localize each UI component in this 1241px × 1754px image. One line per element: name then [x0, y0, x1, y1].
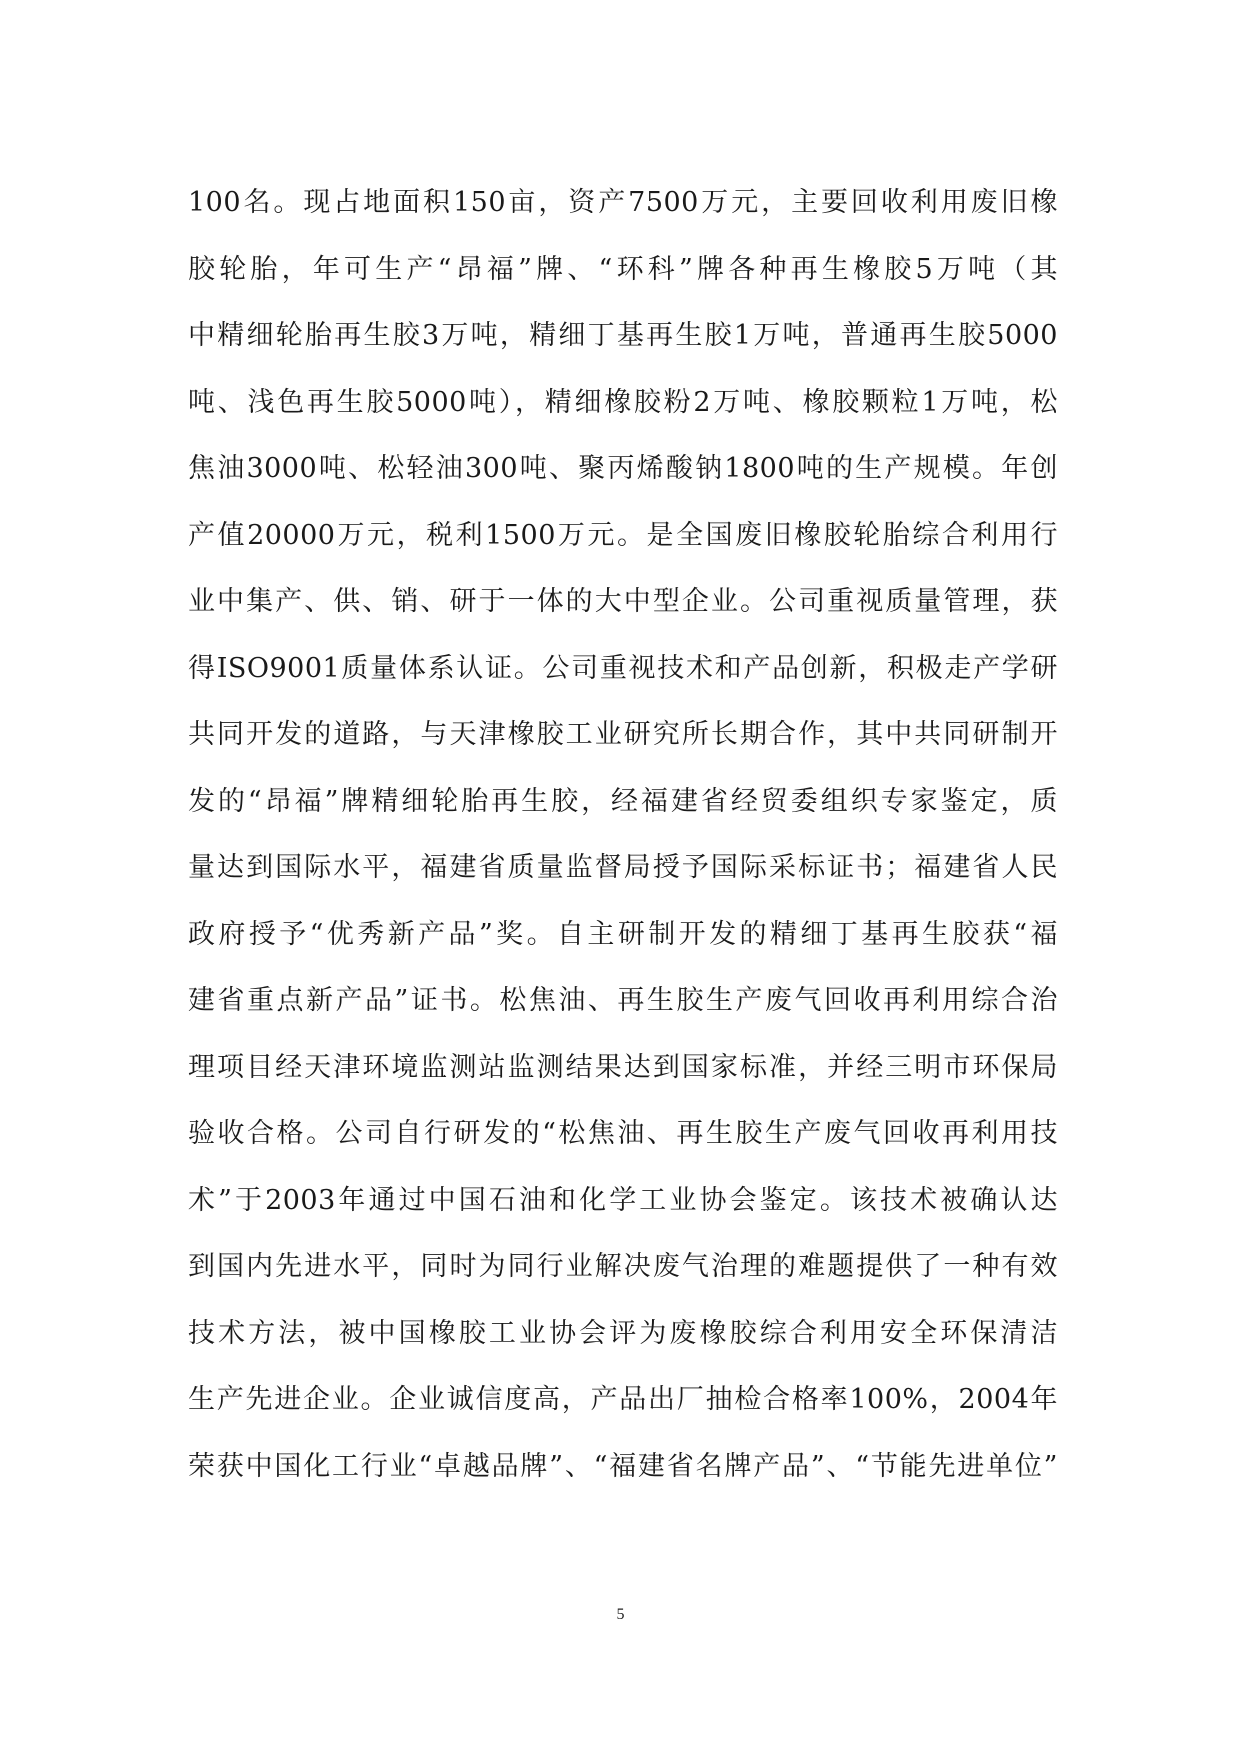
- text-line: 到国内先进水平，同时为同行业解决废气治理的难题提供了一种有效: [188, 1251, 1058, 1282]
- text-line: 建省重点新产品”证书。松焦油、再生胶生产废气回收再利用综合治: [188, 985, 1058, 1016]
- text-line: 量达到国际水平，福建省质量监督局授予国际采标证书；福建省人民: [188, 852, 1058, 883]
- text-line: 政府授予“优秀新产品”奖。自主研制开发的精细丁基再生胶获“福: [188, 918, 1058, 950]
- text-line: 焦油3000吨、松轻油300吨、聚丙烯酸钠1800吨的生产规模。年创: [188, 453, 1058, 484]
- text-line: 生产先进企业。企业诚信度高，产品出厂抽检合格率100%，2004年: [188, 1384, 1058, 1415]
- text-line: 验收合格。公司自行研发的“松焦油、再生胶生产废气回收再利用技: [188, 1118, 1058, 1149]
- text-line: 业中集产、供、销、研于一体的大中型企业。公司重视质量管理，获: [188, 586, 1058, 617]
- text-line: 发的“昂福”牌精细轮胎再生胶，经福建省经贸委组织专家鉴定，质: [188, 785, 1058, 817]
- text-line: 理项目经天津环境监测站监测结果达到国家标准，并经三明市环保局: [188, 1051, 1058, 1083]
- text-line: 技术方法，被中国橡胶工业协会评为废橡胶综合利用安全环保清洁: [188, 1317, 1058, 1349]
- body-paragraph: [188, 170, 1058, 1500]
- text-line: 得ISO9001质量体系认证。公司重视技术和产品创新，积极走产学研: [188, 652, 1058, 684]
- text-line: 中精细轮胎再生胶3万吨，精细丁基再生胶1万吨，普通再生胶5000: [188, 320, 1058, 351]
- text-line: 共同开发的道路，与天津橡胶工业研究所长期合作，其中共同研制开: [188, 719, 1058, 750]
- page-number: 5: [616, 1606, 625, 1623]
- text-line: 产值20000万元，税利1500万元。是全国废旧橡胶轮胎综合利用行: [188, 519, 1058, 551]
- text-line: 荣获中国化工行业“卓越品牌”、“福建省名牌产品”、“节能先进单位”: [188, 1450, 1058, 1482]
- text-line: 100名。现占地面积150亩，资产7500万元，主要回收利用废旧橡: [188, 187, 1058, 218]
- text-line: 胶轮胎，年可生产“昂福”牌、“环科”牌各种再生橡胶5万吨（其: [188, 253, 1058, 285]
- text-line: 吨、浅色再生胶5000吨），精细橡胶粉2万吨、橡胶颗粒1万吨，松: [188, 386, 1058, 418]
- text-line: 术”于2003年通过中国石油和化学工业协会鉴定。该技术被确认达: [188, 1184, 1058, 1216]
